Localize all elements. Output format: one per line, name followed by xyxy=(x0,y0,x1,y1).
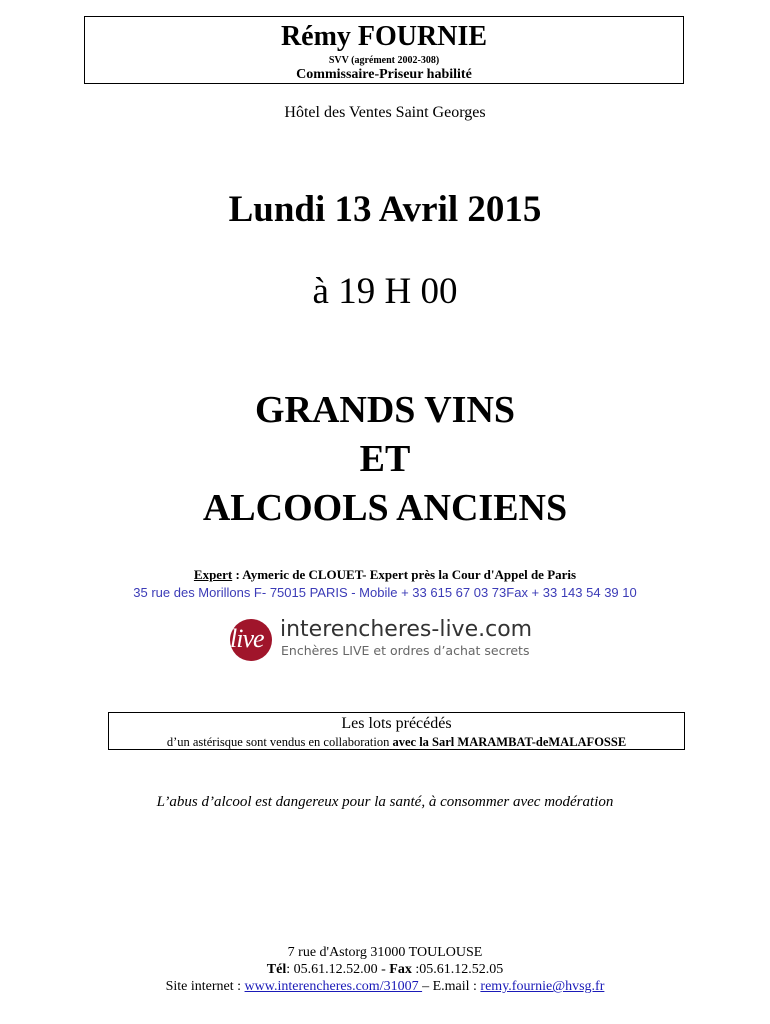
footer-contact xyxy=(0,978,770,995)
sale-title-line: ET xyxy=(359,438,411,480)
auctioneer-name: Rémy FOURNIE xyxy=(280,21,488,52)
lots-title: Les lots précédés xyxy=(341,715,452,732)
footer-phone xyxy=(0,961,770,978)
sale-title-line: ALCOOLS ANCIENS xyxy=(202,487,568,529)
sale-time: à 19 H 00 xyxy=(312,271,458,312)
expert-text: : Aymeric de CLOUET- Expert près la Cour d'Appel de Paris xyxy=(232,567,577,582)
auctioneer-role: Commissaire-Priseur habilité xyxy=(296,67,472,82)
expert-address: 35 rue des Morillons F- 75015 PARIS - Mobile + 33 615 67 03 73Fax + 33 143 54 39 10 xyxy=(133,585,637,600)
lots-text-plain: d’un astérisque sont vendus en collaboration xyxy=(166,735,393,749)
svv-approval: SVV (agrément 2002-308) xyxy=(328,55,440,66)
tel-number: : 05.61.12.52.00 - xyxy=(286,962,390,977)
site-label: Site internet : xyxy=(165,979,245,994)
expert-label: Expert xyxy=(193,567,233,582)
header-box xyxy=(84,16,684,84)
venue-name: Hôtel des Ventes Saint Georges xyxy=(284,104,486,121)
fax-number: :05.61.12.52.05 xyxy=(411,962,504,977)
lots-partner: avec la Sarl MARAMBAT-deMALAFOSSE xyxy=(392,735,627,749)
email-link[interactable]: remy.fournie@hvsg.fr xyxy=(480,979,605,994)
sale-date: Lundi 13 Avril 2015 xyxy=(228,189,542,230)
interencheres-logo[interactable] xyxy=(228,617,548,663)
logo-badge-text: live xyxy=(230,624,264,653)
lots-notice-box xyxy=(108,712,685,750)
tel-label: Tél xyxy=(266,962,287,977)
expert-line xyxy=(0,566,770,584)
email-label: – E.mail : xyxy=(422,979,481,994)
site-link[interactable]: www.interencheres.com/31007 xyxy=(244,979,423,994)
lots-text xyxy=(109,734,684,750)
sale-title-line: GRANDS VINS xyxy=(254,389,516,431)
logo-tagline: Enchères LIVE et ordres d’achat secrets xyxy=(281,643,530,658)
footer-address: 7 rue d'Astorg 31000 TOULOUSE xyxy=(287,945,483,960)
health-warning: L’abus d’alcool est dangereux pour la santé, à consommer avec modération xyxy=(156,794,614,810)
fax-label: Fax xyxy=(389,962,412,977)
logo-name: interencheres-live.com xyxy=(280,617,533,642)
